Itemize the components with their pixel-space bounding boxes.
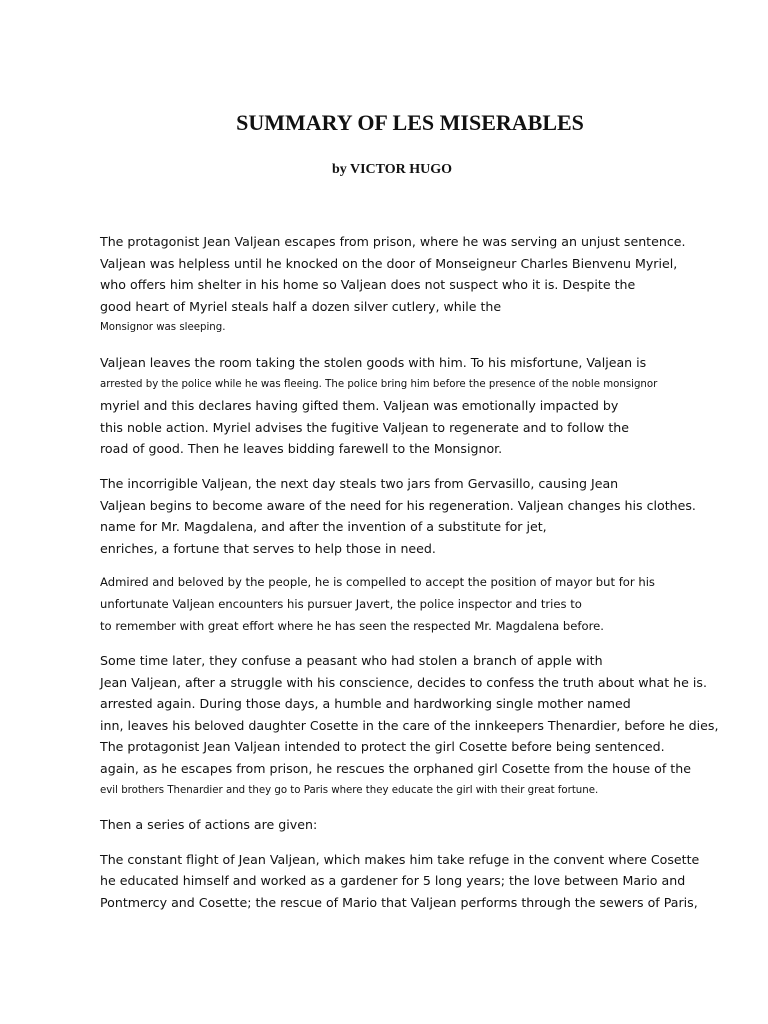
paragraph [100,849,740,914]
text-line: Valjean begins to become aware of the need for his regeneration. Valjean changes his clothes. [100,497,696,513]
text-line: evil brothers Thenardier and they go to Paris where they educate the girl with their great fortune. [100,784,599,796]
text-line: inn, leaves his beloved daughter Cosette in the care of the innkeepers Thenardier, before he dies, [100,717,719,733]
text-line: The protagonist Jean Valjean intended to protect the girl Cosette before being sentenced. [100,739,665,755]
text-line: he educated himself and worked as a gardener for 5 long years; the love between Mario and [100,873,686,889]
text-line: Some time later, they confuse a peasant who had stolen a branch of apple with [100,653,603,669]
text-line: this noble action. Myriel advises the fugitive Valjean to regenerate and to follow the [100,419,629,435]
paragraph [100,231,740,339]
text-line: road of good. Then he leaves bidding farewell to the Monsignor. [100,441,503,457]
text-line: Jean Valjean, after a struggle with his conscience, decides to confess the truth about what he is. [100,674,707,690]
text-line: who offers him shelter in his home so Valjean does not suspect who it is. Despite the [100,277,636,293]
text-line: myriel and this declares having gifted them. Valjean was emotionally impacted by [100,398,619,414]
text-line: The constant flight of Jean Valjean, which makes him take refuge in the convent where Cosette [100,851,700,867]
document-title: SUMMARY OF LES MISERABLES [236,110,584,135]
text-line: good heart of Myriel steals half a dozen silver cutlery, while the [100,298,502,314]
text-line: arrested by the police while he was fleeing. The police bring him before the presence of the noble monsignor [100,378,658,390]
text-line: again, as he escapes from prison, he rescues the orphaned girl Cosette from the house of the [100,761,691,777]
text-line: The protagonist Jean Valjean escapes from prison, where he was serving an unjust sentence. [100,234,686,249]
text-line: The incorrigible Valjean, the next day steals two jars from Gervasillo, causing Jean [100,475,619,491]
paragraph [100,473,740,559]
paragraph [100,572,740,637]
text-line: Monsignor was sleeping. [100,322,226,334]
text-line: Then a series of actions are given: [100,817,318,833]
text-line: to remember with great effort where he has seen the respected Mr. Magdalena before. [100,618,604,633]
text-line: Valjean leaves the room taking the stolen goods with him. To his misfortune, Valjean is [100,354,647,370]
text-line: Valjean was helpless until he knocked on the door of Monseigneur Charles Bienvenu Myriel, [100,255,678,271]
paragraph [100,650,740,801]
paragraph [100,352,740,460]
text-line: enriches, a fortune that serves to help those in need. [100,540,436,556]
text-line: Pontmercy and Cosette; the rescue of Mario that Valjean performs through the sewers of Paris, [100,895,698,911]
text-line: name for Mr. Magdalena, and after the invention of a substitute for jet, [100,519,547,535]
text-line: arrested again. During those days, a humble and hardworking single mother named [100,696,631,712]
text-line: Admired and beloved by the people, he is compelled to accept the position of mayor but for his [100,575,655,590]
text-line: unfortunate Valjean encounters his pursuer Javert, the police inspector and tries to [100,596,582,611]
document-byline: by VICTOR HUGO [331,162,453,177]
paragraph [100,814,740,836]
document-body [100,231,740,927]
